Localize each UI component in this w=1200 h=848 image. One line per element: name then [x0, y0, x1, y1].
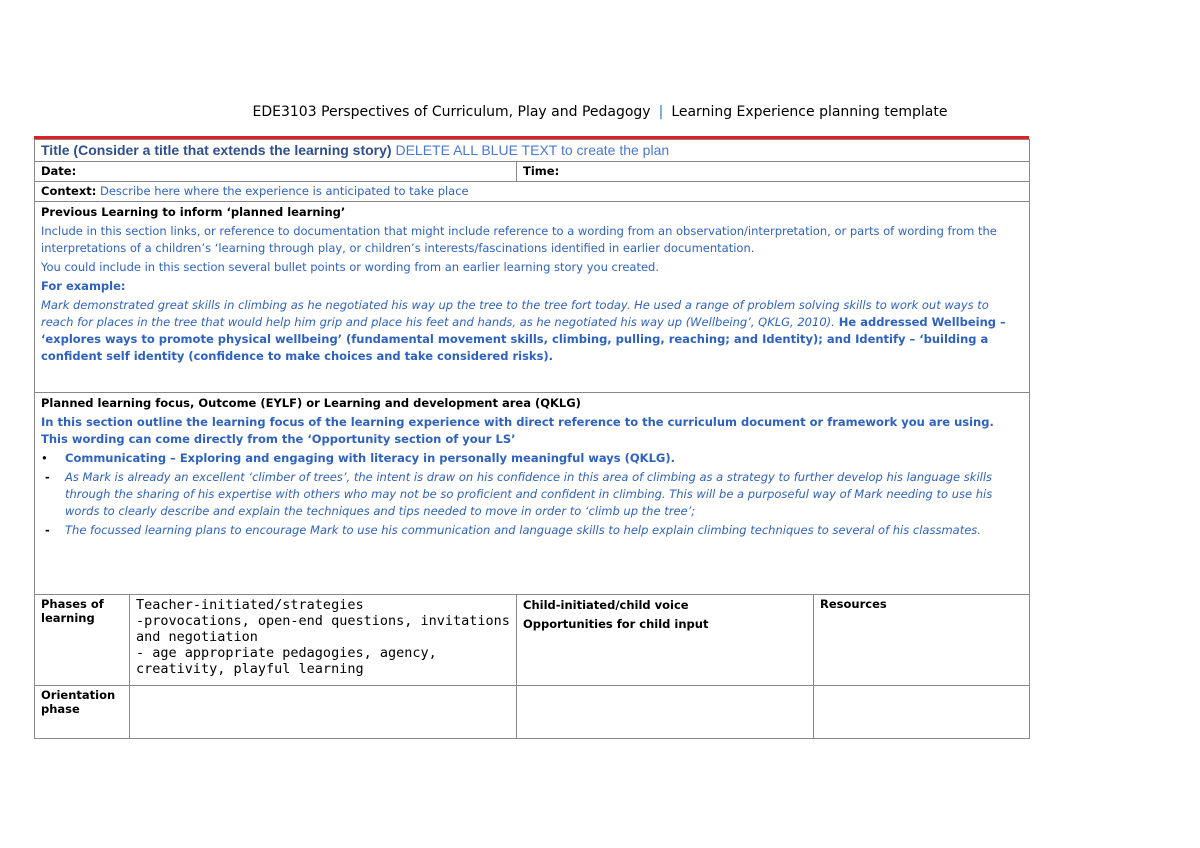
planned-learning-heading: Planned learning focus, Outcome (EYLF) or Learning and development area (QKLG): [41, 396, 581, 410]
teacher-header-line2: -provocations, open-end questions, invitations and negotiation: [136, 613, 510, 645]
date-cell[interactable]: [35, 162, 517, 182]
title-row: [35, 140, 1030, 162]
dash-mark-1: -: [45, 470, 50, 484]
resources-header-text: Resources: [820, 597, 887, 611]
example-italic: Mark demonstrated great skills in climbing as he negotiated his way up the tree to the tree fort today. He used a range of problem solving skills to work out ways to reach for places in the tree that would help him grip and place his feet and hands, as he negotiated his way up (Wellbeing’, QKLG, 2010).: [41, 298, 989, 329]
bullet-item: [41, 450, 1023, 467]
orientation-child-cell[interactable]: [517, 686, 814, 739]
title-cell[interactable]: [35, 140, 1030, 162]
resources-header: [814, 595, 1030, 686]
date-time-row: [35, 162, 1030, 182]
example-label: For example:: [41, 279, 126, 293]
planned-learning-cell[interactable]: [35, 393, 1030, 595]
context-label: Context:: [41, 184, 97, 198]
orientation-teacher-cell[interactable]: [130, 686, 517, 739]
planned-learning-row: [35, 393, 1030, 595]
context-row: [35, 182, 1030, 202]
orientation-row: [35, 686, 1030, 739]
course-title: EDE3103 Perspectives of Curriculum, Play and Pedagogy: [252, 104, 651, 120]
planned-learning-intro: In this section outline the learning focus of the learning experience with direct reference to the curriculum document or framework you are using. This wording can come directly from the ‘Opportunity section of your LS’: [41, 415, 994, 446]
phases-header-text: Phases of learning: [41, 597, 104, 625]
previous-learning-para2: You could include in this section several bullet points or wording from an earlier learning story you created.: [41, 260, 659, 274]
delete-blue-note: DELETE ALL BLUE TEXT to create the plan: [395, 142, 670, 158]
dash-item-1: [41, 469, 1023, 520]
previous-learning-row: [35, 202, 1030, 393]
document-header: [0, 104, 1200, 120]
teacher-header-line3: - age appropriate pedagogies, agency, creativity, playful learning: [136, 645, 437, 677]
dash-text-2: The focussed learning plans to encourage Mark to use his communication and language skills to help explain climbing techniques to several of his classmates.: [65, 523, 981, 537]
header-separator: |: [658, 104, 664, 120]
orientation-label: Orientation phase: [41, 688, 116, 716]
dash-text-1: As Mark is already an excellent ‘climber of trees’, the intent is draw on his confidence in this area of climbing as a strategy to further develop his language skills through the sharing of his expertise with others who may not be so proficient and confident in climbing. This will be a purposeful way of Mark needing to use his words to clearly describe and explain the techniques and tips needed to move in order to ‘climb up the tree’;: [65, 470, 993, 518]
previous-learning-cell[interactable]: [35, 202, 1030, 393]
child-header: [517, 595, 814, 686]
phases-header: [35, 595, 130, 686]
title-label: Title (Consider a title that extends the learning story): [41, 142, 392, 158]
orientation-resources-cell[interactable]: [814, 686, 1030, 739]
previous-learning-para1: Include in this section links, or reference to documentation that might include reference to a wording from an observation/interpretation, or parts of wording from the interpretations of a children’s ‘learning through play, or children’s interests/fascinations identified in earlier documentation.: [41, 224, 997, 255]
example-text: [41, 297, 1023, 365]
context-text: Describe here where the experience is anticipated to take place: [100, 184, 469, 198]
column-header-row: [35, 595, 1030, 686]
dash-item-2: [41, 522, 1023, 539]
teacher-header-line1: Teacher-initiated/strategies: [136, 597, 364, 613]
child-header-line1: Child-initiated/child voice: [523, 598, 689, 612]
context-cell[interactable]: [35, 182, 1030, 202]
template-name: Learning Experience planning template: [671, 104, 948, 120]
teacher-header: [130, 595, 517, 686]
dash-mark-2: -: [45, 523, 50, 537]
orientation-label-cell: [35, 686, 130, 739]
date-label: Date:: [41, 164, 77, 178]
planning-table: [34, 139, 1030, 739]
bullet-mark: •: [41, 451, 48, 465]
time-label: Time:: [523, 164, 560, 178]
example-bold: He addressed Wellbeing – ‘explores ways to promote physical wellbeing’ (fundamental movement skills, climbing, pulling, reaching; and Identity); and Identify – ‘building a confident self identity (confidence to make choices and take considered risks).: [41, 315, 1006, 363]
child-header-line2: Opportunities for child input: [523, 617, 709, 631]
previous-learning-heading: Previous Learning to inform ‘planned learning’: [41, 205, 346, 219]
time-cell[interactable]: [517, 162, 1030, 182]
bullet-text: Communicating – Exploring and engaging with literacy in personally meaningful ways (QKLG).: [65, 451, 675, 465]
